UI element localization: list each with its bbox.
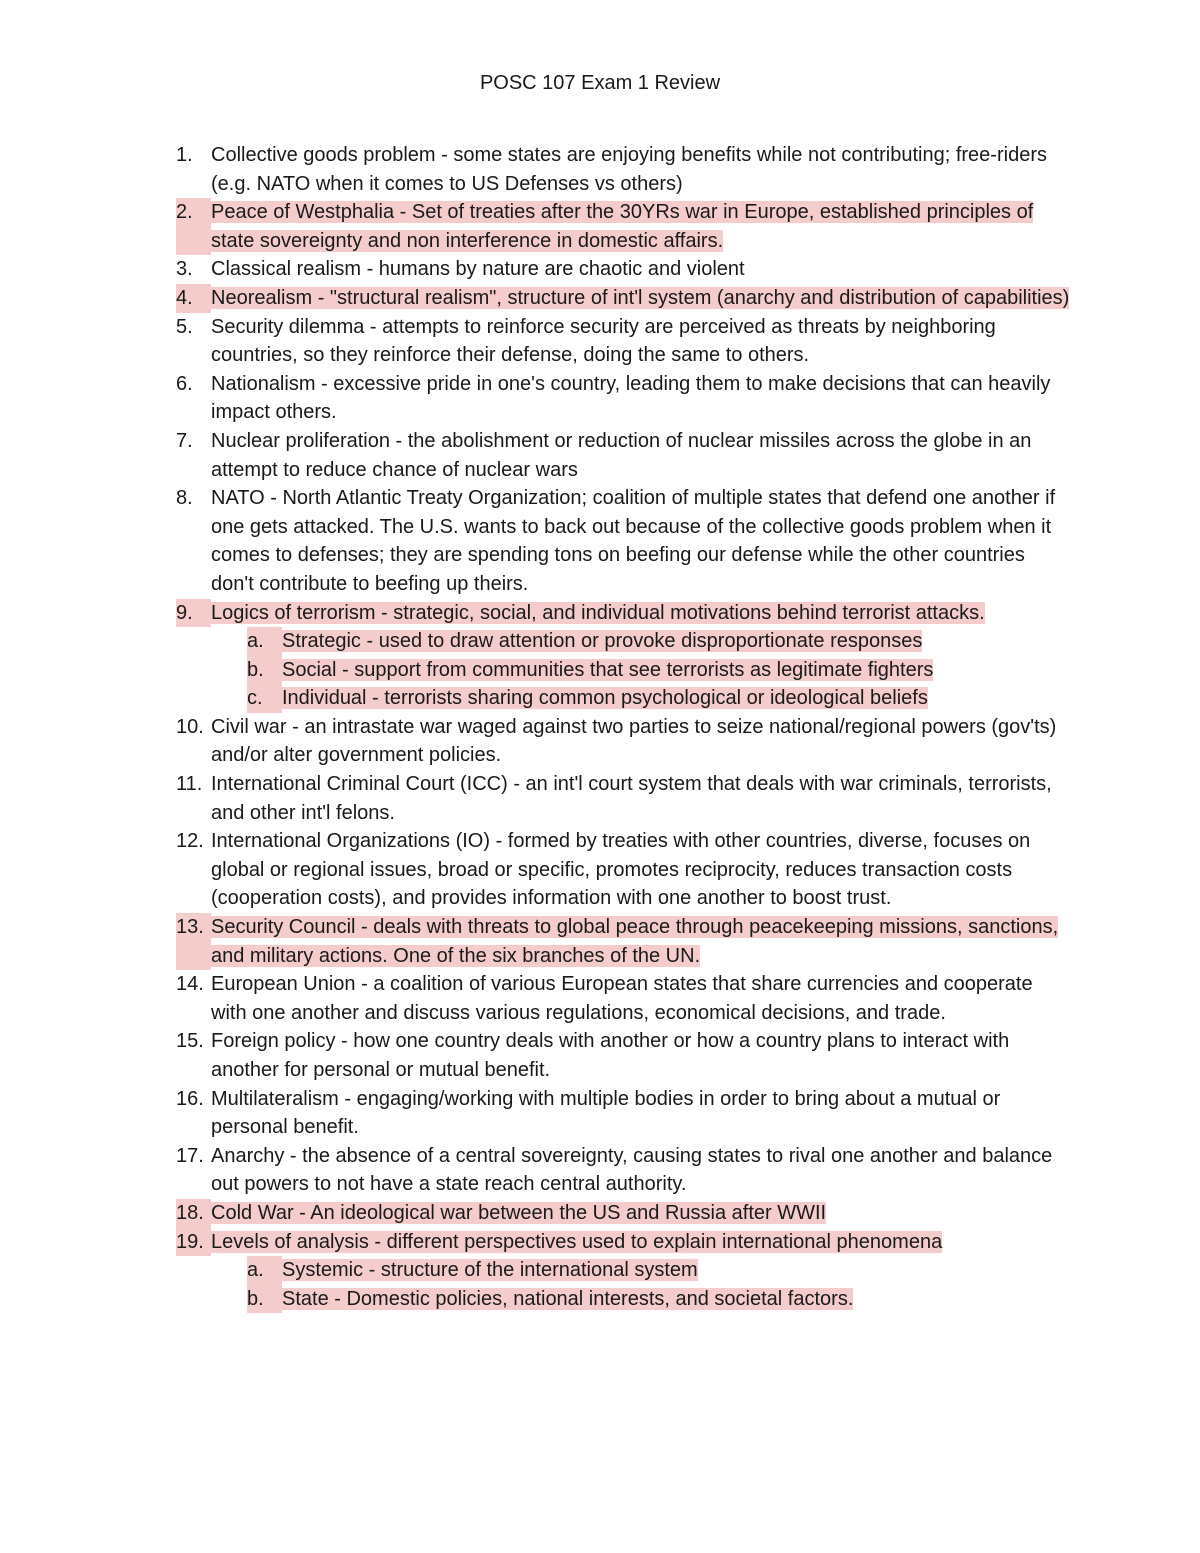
sub-item-letter: b. — [247, 656, 282, 685]
list-item — [176, 198, 1071, 255]
item-text: Nuclear proliferation - the abolishment or reduction of nuclear missiles across the globe in an attempt to reduce chance of nuclear wars — [211, 429, 1032, 481]
sub-list-item — [176, 627, 1071, 656]
item-number: 6. — [176, 372, 193, 395]
item-number: 5. — [176, 315, 193, 338]
item-text: Collective goods problem - some states are enjoying benefits while not contributing; free-riders (e.g. NATO when it comes to US Defenses vs others) — [211, 144, 1047, 195]
list-item — [176, 599, 1071, 628]
item-text: Foreign policy - how one country deals with another or how a country plans to interact with another for personal or mutual benefit. — [211, 1030, 1010, 1081]
sub-item-letter: a. — [247, 1256, 282, 1285]
sub-item-text: Strategic - used to draw attention or provoke disproportionate responses — [282, 630, 923, 653]
list-item — [176, 970, 1071, 1027]
list-item — [176, 827, 1071, 913]
item-text: NATO - North Atlantic Treaty Organization; coalition of multiple states that defend one another if one gets attacked. The U.S. wants to back out because of the collective goods problem when it comes to defenses; they are spending tons on beefing our defense while the other countries don't contribute to beefing up theirs. — [211, 487, 1056, 595]
review-list — [176, 141, 1071, 1313]
item-text: International Criminal Court (ICC) - an int'l court system that deals with war criminals, terrorists, and other int'l felons. — [211, 773, 1052, 824]
sub-item-text: Systemic - structure of the international system — [282, 1259, 698, 1282]
list-item — [176, 484, 1071, 598]
sub-item-letter: a. — [247, 627, 282, 656]
list-item — [176, 770, 1071, 827]
item-text: Security dilemma - attempts to reinforce security are perceived as threats by neighboring countries, so they reinforce their defense, doing the same to others. — [211, 315, 996, 367]
list-item — [176, 255, 1071, 284]
list-item — [176, 427, 1071, 484]
page-title: POSC 107 Exam 1 Review — [479, 72, 721, 94]
item-text: International Organizations (IO) - formed by treaties with other countries, diverse, focuses on global or regional issues, broad or specific, promotes reciprocity, reduces transaction costs (cooperation costs), and provides information with one another to boost trust. — [211, 830, 1031, 910]
list-item — [176, 1085, 1071, 1142]
sub-list-item — [176, 656, 1071, 685]
item-number: 4. — [176, 284, 211, 313]
item-text: Civil war - an intrastate war waged against two parties to seize national/regional powers (gov'ts) and/or alter government policies. — [211, 715, 1057, 767]
item-number: 10. — [176, 715, 204, 738]
list-item — [176, 1027, 1071, 1084]
item-number: 16. — [176, 1087, 204, 1110]
list-item — [176, 1142, 1071, 1199]
item-number: 19. — [176, 1228, 211, 1257]
item-text: Multilateralism - engaging/working with multiple bodies in order to bring about a mutual or personal benefit. — [211, 1087, 1001, 1139]
sub-item-text: State - Domestic policies, national interests, and societal factors. — [282, 1287, 854, 1310]
list-item — [176, 913, 1071, 970]
item-text: Classical realism - humans by nature are chaotic and violent — [211, 258, 745, 281]
item-text: Cold War - An ideological war between the US and Russia after WWII — [211, 1201, 827, 1224]
item-text: Security Council - deals with threats to global peace through peacekeeping missions, sanctions, and military actions. One of the six branches of the UN. — [211, 916, 1059, 967]
item-number: 7. — [176, 429, 193, 452]
list-item — [176, 1199, 1071, 1228]
list-item — [176, 713, 1071, 770]
list-item — [176, 1228, 1071, 1257]
item-number: 17. — [176, 1144, 204, 1167]
item-text: Levels of analysis - different perspectives used to explain international phenomena — [211, 1230, 943, 1253]
list-item — [176, 141, 1071, 198]
item-number: 13. — [176, 913, 211, 970]
sub-item-letter: b. — [247, 1285, 282, 1314]
item-number: 9. — [176, 599, 211, 628]
item-number: 1. — [176, 144, 193, 166]
sub-item-text: Individual - terrorists sharing common psychological or ideological beliefs — [282, 687, 928, 710]
sub-item-letter: c. — [247, 684, 282, 713]
item-text: European Union - a coalition of various European states that share currencies and cooperate with one another and discuss various regulations, economical decisions, and trade. — [211, 973, 1033, 1024]
item-number: 2. — [176, 198, 211, 255]
item-number: 14. — [176, 973, 204, 996]
sub-list-item — [176, 684, 1071, 713]
item-number: 11. — [176, 773, 203, 796]
item-number: 15. — [176, 1030, 204, 1053]
item-number: 12. — [176, 830, 204, 853]
item-number: 3. — [176, 258, 193, 281]
sub-list-item — [176, 1256, 1071, 1285]
item-text: Logics of terrorism - strategic, social, and individual motivations behind terrorist attacks. — [211, 601, 985, 624]
sub-item-text: Social - support from communities that see terrorists as legitimate fighters — [282, 658, 934, 681]
item-text: Nationalism - excessive pride in one's country, leading them to make decisions that can heavily impact others. — [211, 372, 1051, 424]
item-number: 8. — [176, 487, 193, 510]
list-item — [176, 284, 1071, 313]
list-item — [176, 370, 1071, 427]
list-item — [176, 313, 1071, 370]
item-text: Peace of Westphalia - Set of treaties after the 30YRs war in Europe, established principles of state sovereignty and non interference in domestic affairs. — [211, 201, 1034, 252]
item-text: Neorealism - "structural realism", structure of int'l system (anarchy and distribution of capabilities) — [211, 286, 1070, 309]
item-text: Anarchy - the absence of a central sovereignty, causing states to rival one another and balance out powers to not have a state reach central authority. — [211, 1144, 1053, 1196]
sub-list-item — [176, 1285, 1071, 1314]
item-number: 18. — [176, 1199, 211, 1228]
